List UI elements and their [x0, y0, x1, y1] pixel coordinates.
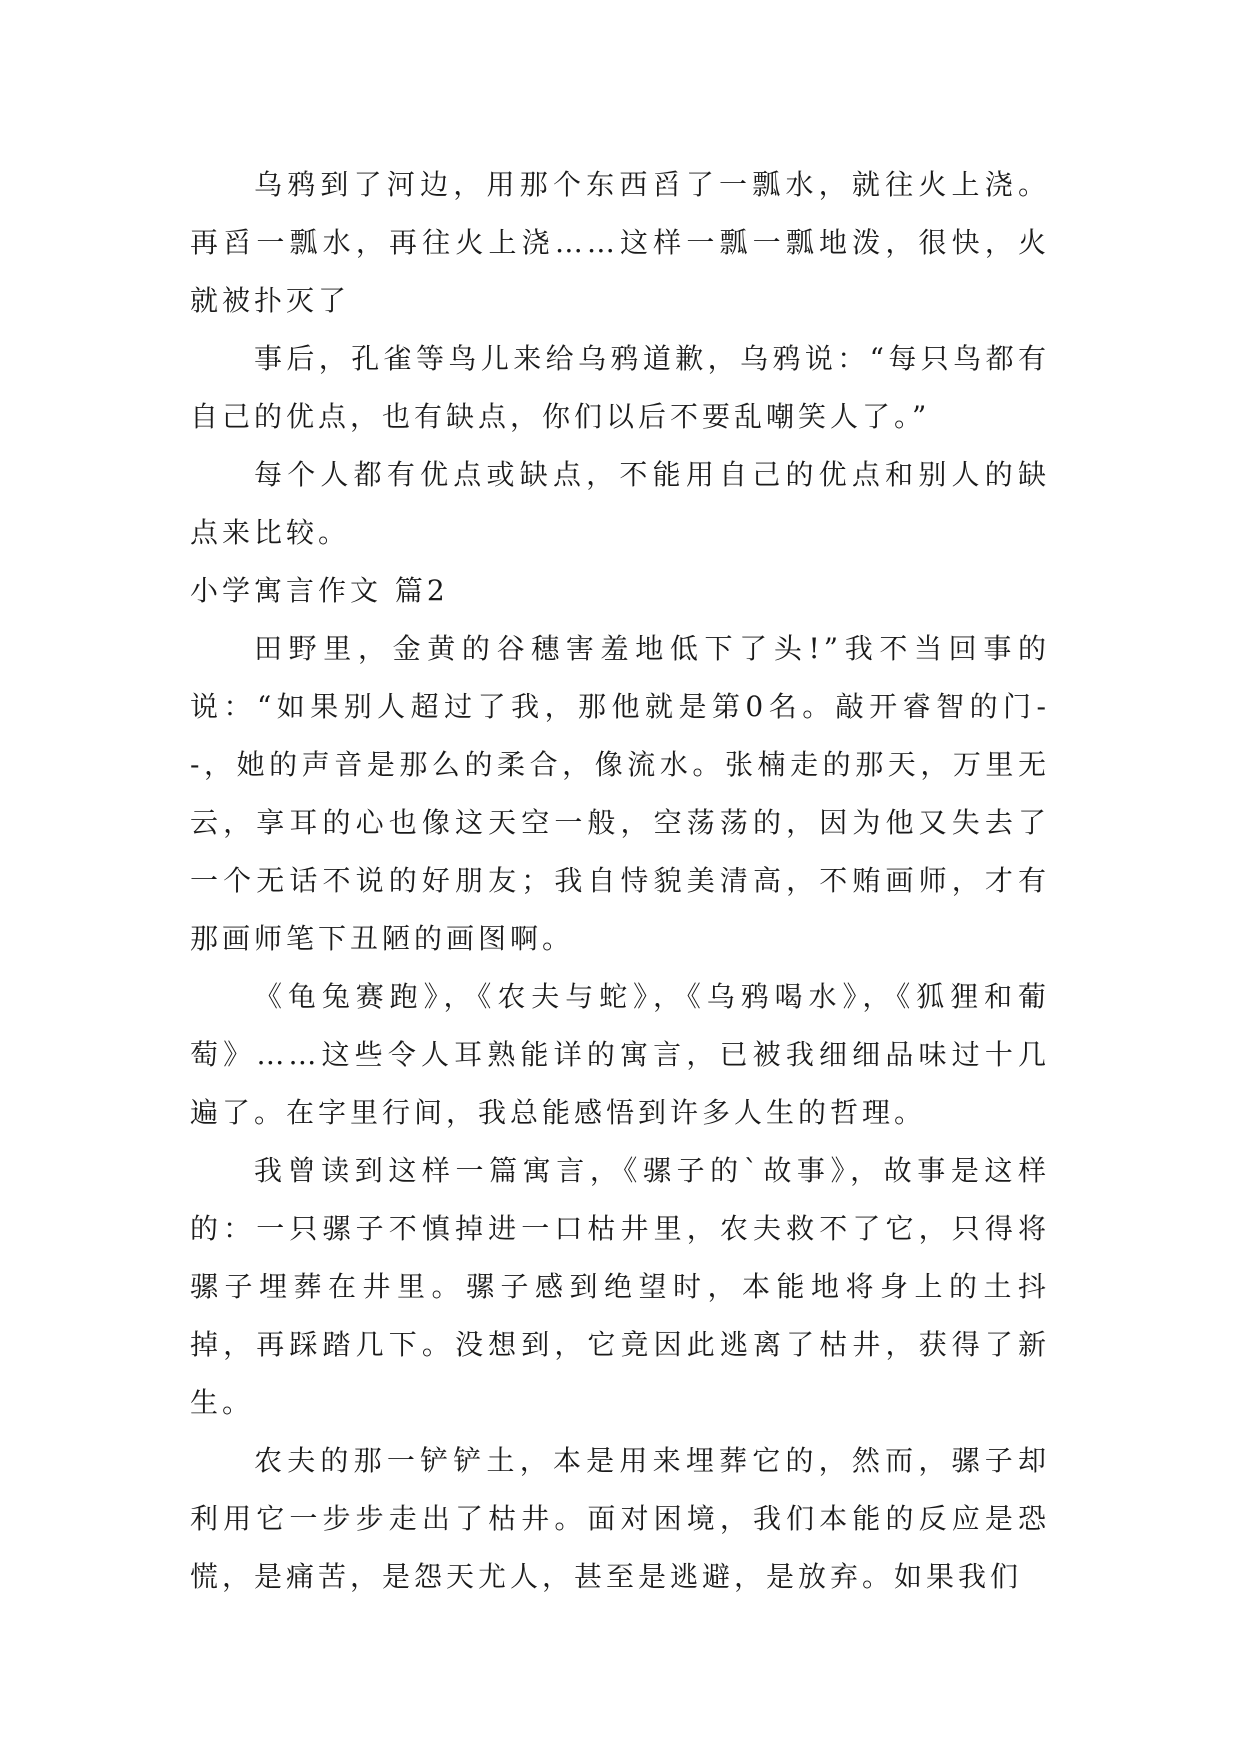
paragraph-fable-list: 《龟兔赛跑》，《农夫与蛇》，《乌鸦喝水》，《狐狸和葡萄》……这些令人耳熟能详的寓言，已被我细细品味过十几遍了。在字里行间，我总能感悟到许多人生的哲理。	[190, 980, 1050, 1129]
document-page	[190, 156, 1050, 1606]
paragraph-moral-strengths: 每个人都有优点或缺点，不能用自己的优点和别人的缺点来比较。	[190, 458, 1050, 549]
paragraph-peacock-apology: 事后，孔雀等鸟儿来给乌鸦道歉，乌鸦说：“每只鸟都有自己的优点，也有缺点，你们以后不要乱嘲笑人了。”	[190, 342, 1050, 433]
section-heading-part-2: 小学寓言作文 篇2	[190, 574, 449, 607]
paragraph-mule-story: 我曾读到这样一篇寓言，《骡子的`故事》，故事是这样的：一只骡子不慎掉进一口枯井里，农夫救不了它，只得将骡子埋葬在井里。骡子感到绝望时，本能地将身上的土抖掉，再踩踏几下。没想到，它竟因此逃离了枯井，获得了新生。	[190, 1154, 1050, 1419]
paragraph-crow-extinguishes-fire: 乌鸦到了河边，用那个东西舀了一瓢水，就往火上浇。再舀一瓢水，再往火上浇……这样一瓢一瓢地泼，很快，火就被扑灭了	[190, 168, 1050, 317]
paragraph-mule-lesson: 农夫的那一铲铲土，本是用来埋葬它的，然而，骡子却利用它一步步走出了枯井。面对困境，我们本能的反应是恐慌，是痛苦，是怨天尤人，甚至是逃避，是放弃。如果我们	[190, 1444, 1050, 1593]
paragraph-golden-grain: 田野里，金黄的谷穗害羞地低下了头!”我不当回事的说：“如果别人超过了我，那他就是第0名。敲开睿智的门--，她的声音是那么的柔合，像流水。张楠走的那天，万里无云，享耳的心也像这天空一般，空荡荡的，因为他又失去了一个无话不说的好朋友；我自恃貌美清高，不贿画师，才有那画师笔下丑陋的画图啊。	[190, 632, 1050, 955]
